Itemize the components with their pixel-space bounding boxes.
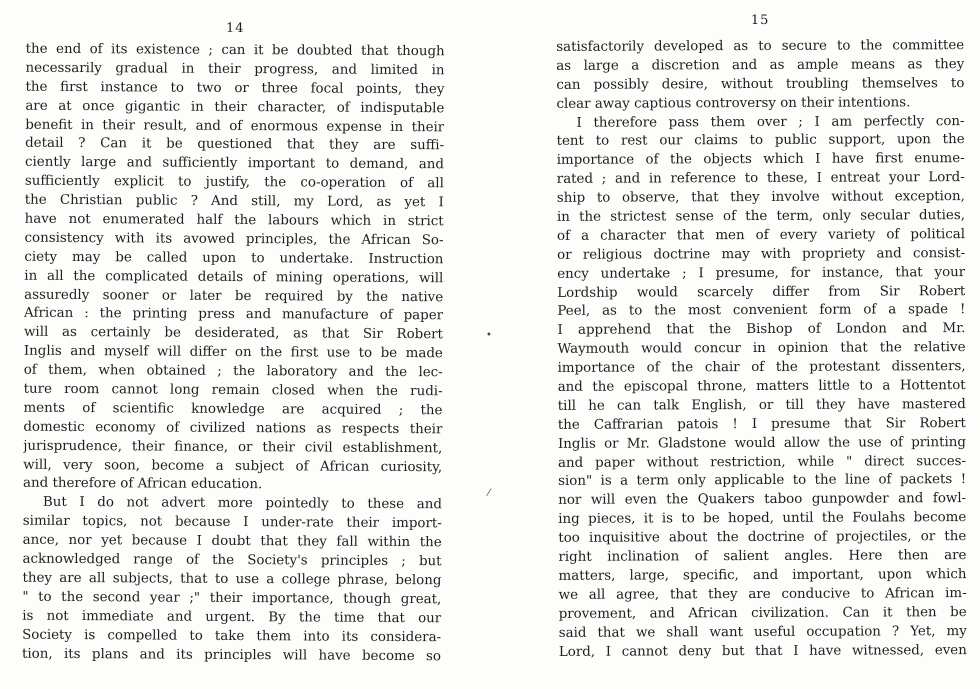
text-line: is not immediate and urgent. By the time that our	[22, 608, 442, 626]
text-line: or religious doctrine may with propriety and consist-	[557, 245, 966, 263]
text-line: Inglis or Mr. Gladstone would allow the use of printing	[557, 434, 966, 452]
text-line: Peel, as to the most convenient form of a spade !	[557, 302, 966, 320]
text-line: ship to observe, that they involve without exception,	[556, 189, 965, 206]
text-line: I therefore pass them over ; I am perfectly con-	[576, 113, 965, 131]
text-line: ture room cannot long remain closed when the rudi-	[23, 381, 443, 400]
text-line: of a character that men of every variety of political	[556, 226, 966, 244]
text-line: will as certainly be desiderated, as that Sir Robert	[23, 325, 444, 343]
text-line: in the strictest sense of the term, only secular duties,	[556, 208, 965, 225]
text-line: satisfactorily developed as to secure to the committee	[556, 38, 965, 55]
left-page	[0, 0, 475, 689]
text-line: consistency with its avowed principles, the African So-	[24, 230, 444, 249]
text-line: in all the complicated details of mining operations, will	[24, 268, 444, 286]
text-line: tion, its plans and its principles will have become so	[21, 646, 442, 664]
left-page-body	[22, 41, 445, 667]
text-line: and paper without restriction, while " direct succes-	[557, 453, 967, 471]
right-page-body	[556, 37, 967, 662]
text-line: the first instance to two or three focal points, they	[25, 79, 445, 98]
text-line: assuredly sooner or later be required by the native	[24, 287, 444, 305]
text-line: jurisprudence, their finance, or their civil establishment,	[23, 438, 443, 456]
text-line: Waymouth would concur in opinion that the relative	[557, 340, 966, 358]
text-line: " to the second year ;" their importance, though great,	[22, 589, 442, 608]
gutter-mark: ⁄	[488, 488, 490, 499]
text-line: sufficiently explicit to justify, the co-operation of all	[24, 173, 444, 192]
text-line: ing pieces, it is to be hoped, until the Foulahs become	[558, 510, 967, 528]
text-line: nor will even the Quakers taboo gunpowder and fowl-	[558, 491, 967, 509]
right-page-number: 15	[750, 12, 770, 29]
left-page-number: 14	[225, 20, 245, 37]
text-line: are at once gigantic in their character, of indisputable	[25, 98, 445, 116]
text-line: acknowledged range of the Society's principles ; but	[22, 551, 442, 570]
text-line: the Caffrarian patois ! I presume that Sir Robert	[557, 415, 966, 433]
text-line: importance of the objects which I have first enume-	[556, 151, 965, 169]
text-line: the end of its existence ; can it be doubted that though	[25, 41, 445, 60]
text-line: sion" is a term only applicable to the line of packets !	[558, 472, 967, 490]
text-line: African : the printing press and manufacture of paper	[24, 306, 444, 324]
text-line: too inquisitive about the doctrine of projectiles, or the	[558, 529, 967, 547]
text-line: right inclination of salient angles. Here then are	[558, 548, 967, 565]
text-line: provement, and African civilization. Can it then be	[558, 604, 967, 622]
text-line: said that we shall want useful occupation ? Yet, my	[558, 623, 967, 641]
text-line: tent to rest our claims to public support, upon the	[556, 132, 965, 150]
text-line: But I do not advert more pointedly to these and	[42, 495, 442, 513]
text-line: domestic economy of civilized nations as respects their	[23, 419, 443, 438]
gutter-mark: •	[486, 330, 492, 341]
text-line: ciety may be called upon to undertake. Instruction	[24, 249, 444, 268]
text-line: importance of the chair of the protestant dissenters,	[557, 359, 966, 377]
text-line: Lord, I cannot deny but that I have witnessed, even	[558, 642, 967, 660]
text-line: ency undertake ; I presume, for instance, that your	[557, 264, 966, 282]
text-line: Lordship would scarcely differ from Sir Robert	[557, 283, 966, 301]
text-line: ciently large and sufficiently important to demand, and	[24, 155, 445, 173]
text-line: and the episcopal throne, matters little to a Hottentot	[557, 378, 966, 395]
text-line: ance, nor yet because I doubt that they fall within the	[22, 532, 442, 551]
text-line: necessarily gradual in their progress, and limited in	[25, 60, 445, 79]
text-line: as large a discretion and as ample means as they	[556, 56, 965, 74]
right-page	[530, 0, 980, 689]
text-line: can possibly desire, without troubling themselves to	[556, 75, 965, 93]
text-line: of them, when obtained ; the laboratory and the lec-	[23, 362, 443, 381]
text-line: matters, large, specific, and important, upon which	[558, 567, 967, 584]
text-line: will, very soon, become a subject of African curiosity,	[23, 457, 443, 475]
text-line: till he can talk English, or till they have mastered	[557, 397, 966, 414]
text-line: ments of scientific knowledge are acquired ; the	[23, 400, 443, 419]
text-line: and therefore of African education.	[22, 476, 263, 493]
text-line: Inglis and myself will differ on the first use to be made	[23, 343, 443, 362]
text-line: have not enumerated half the labours which in strict	[24, 211, 444, 230]
text-line: the Christian public ? And still, my Lord, as yet I	[24, 192, 444, 211]
text-line: detail ? Can it be questioned that they are suffi-	[25, 136, 445, 154]
text-line: benefit in their result, and of enormous expense in their	[25, 117, 445, 135]
text-line: Society is compelled to take them into its considera-	[22, 627, 442, 645]
text-line: clear away captious controversy on their intentions.	[556, 94, 911, 112]
text-line: I apprehend that the Bishop of London and Mr.	[557, 321, 966, 339]
text-line: they are all subjects, that to use a college phrase, belong	[22, 570, 442, 589]
text-line: similar topics, not because I under-rate their import-	[22, 513, 442, 532]
text-line: we all agree, that they are conducive to African im-	[558, 585, 967, 603]
text-line: rated ; and in reference to these, I entreat your Lord-	[556, 170, 965, 188]
